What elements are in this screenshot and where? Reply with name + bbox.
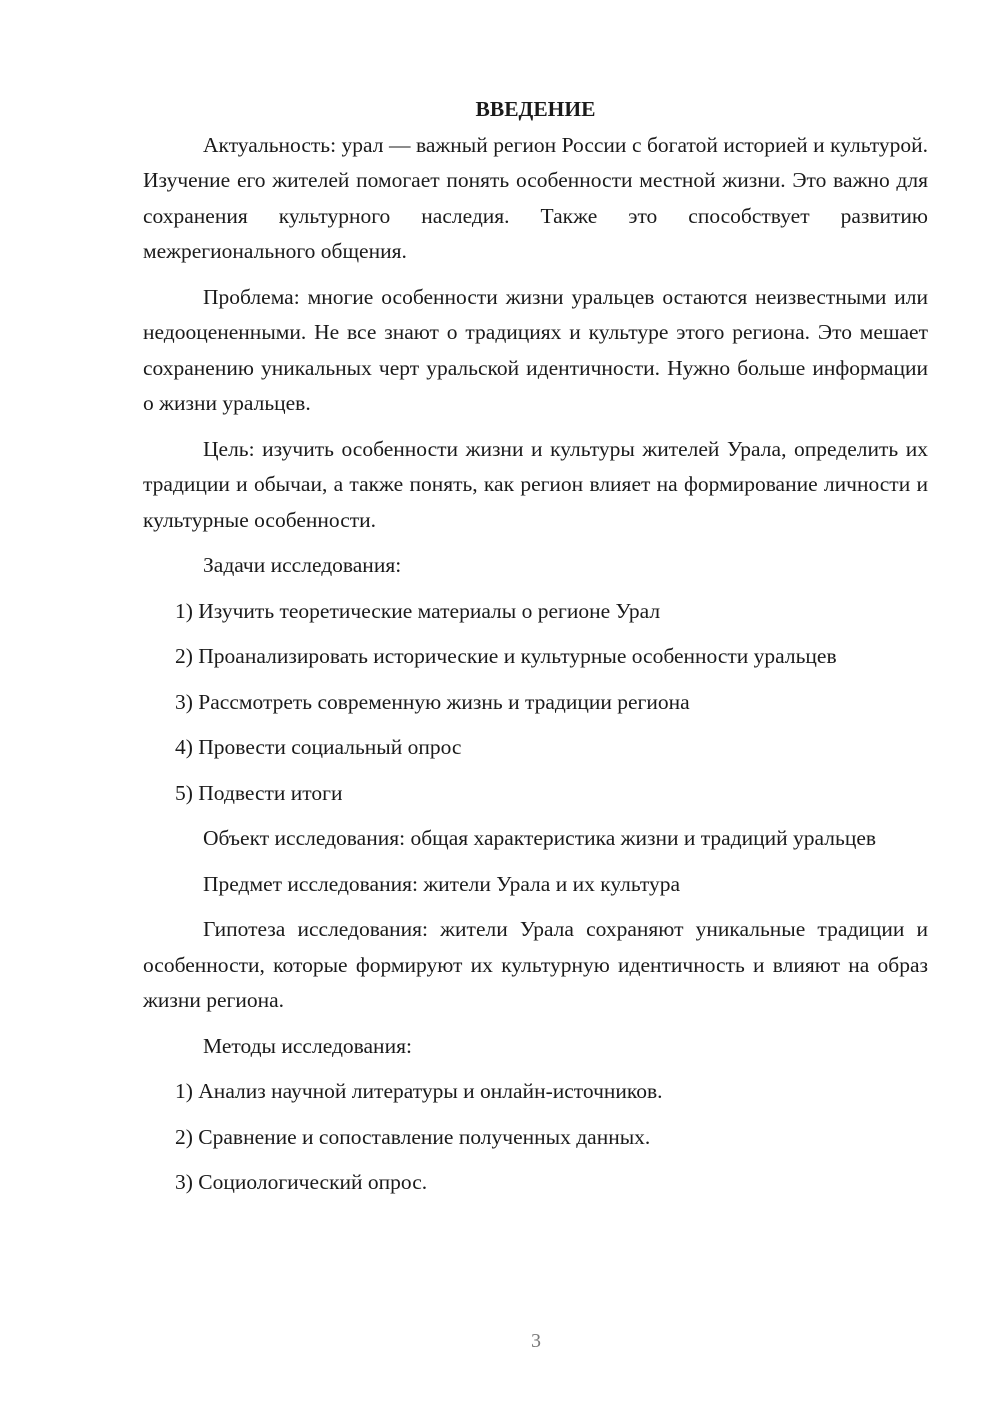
page-number: 3: [531, 1330, 541, 1352]
tasks-heading: Задачи исследования:: [203, 553, 402, 577]
relevance-paragraph: Актуальность: урал — важный регион России с богатой историей и культурой. Изучение его жителей помогает понять особенности местной жизни. Это важно для сохранения культурного наследия. Также это способствует развитию межрегионального общения.: [143, 132, 928, 263]
hypothesis-paragraph: Гипотеза исследования: жители Урала сохраняют уникальные традиции и особенности, которые формируют их культурную идентичность и влияют на образ жизни региона.: [143, 917, 928, 1012]
method-item: 3) Социологический опрос.: [175, 1170, 428, 1194]
task-item: 3) Рассмотреть современную жизнь и традиции региона: [175, 689, 690, 714]
goal-paragraph: Цель: изучить особенности жизни и культуры жителей Урала, определить их традиции и обычаи, а также понять, как регион влияет на формирование личности и культурные особенности.: [143, 436, 928, 532]
section-title: ВВЕДЕНИЕ: [475, 97, 596, 121]
method-item: 2) Сравнение и сопоставление полученных данных.: [175, 1124, 651, 1149]
methods-heading: Методы исследования:: [203, 1033, 412, 1058]
problem-paragraph: Проблема: многие особенности жизни уральцев остаются неизвестными или недооцененными. Не все знают о традициях и культуре этого региона. Это мешает сохранению уникальных черт уральской идентичности. Нужно больше информации о жизни уральцев.: [143, 284, 928, 415]
subject-paragraph: Предмет исследования: жители Урала и их культура: [203, 871, 681, 896]
task-item: 4) Провести социальный опрос: [175, 735, 462, 759]
task-item: 2) Проанализировать исторические и культурные особенности уральцев: [175, 644, 837, 668]
task-item: 1) Изучить теоретические материалы о регионе Урал: [175, 598, 661, 623]
object-paragraph: Объект исследования: общая характеристика жизни и традиций уральцев: [203, 826, 877, 850]
document-page: [143, 92, 928, 1211]
task-item: 5) Подвести итоги: [175, 780, 343, 805]
methods-list: [143, 1074, 928, 1201]
method-item: 1) Анализ научной литературы и онлайн-источников.: [175, 1079, 663, 1103]
tasks-list: [143, 594, 928, 812]
